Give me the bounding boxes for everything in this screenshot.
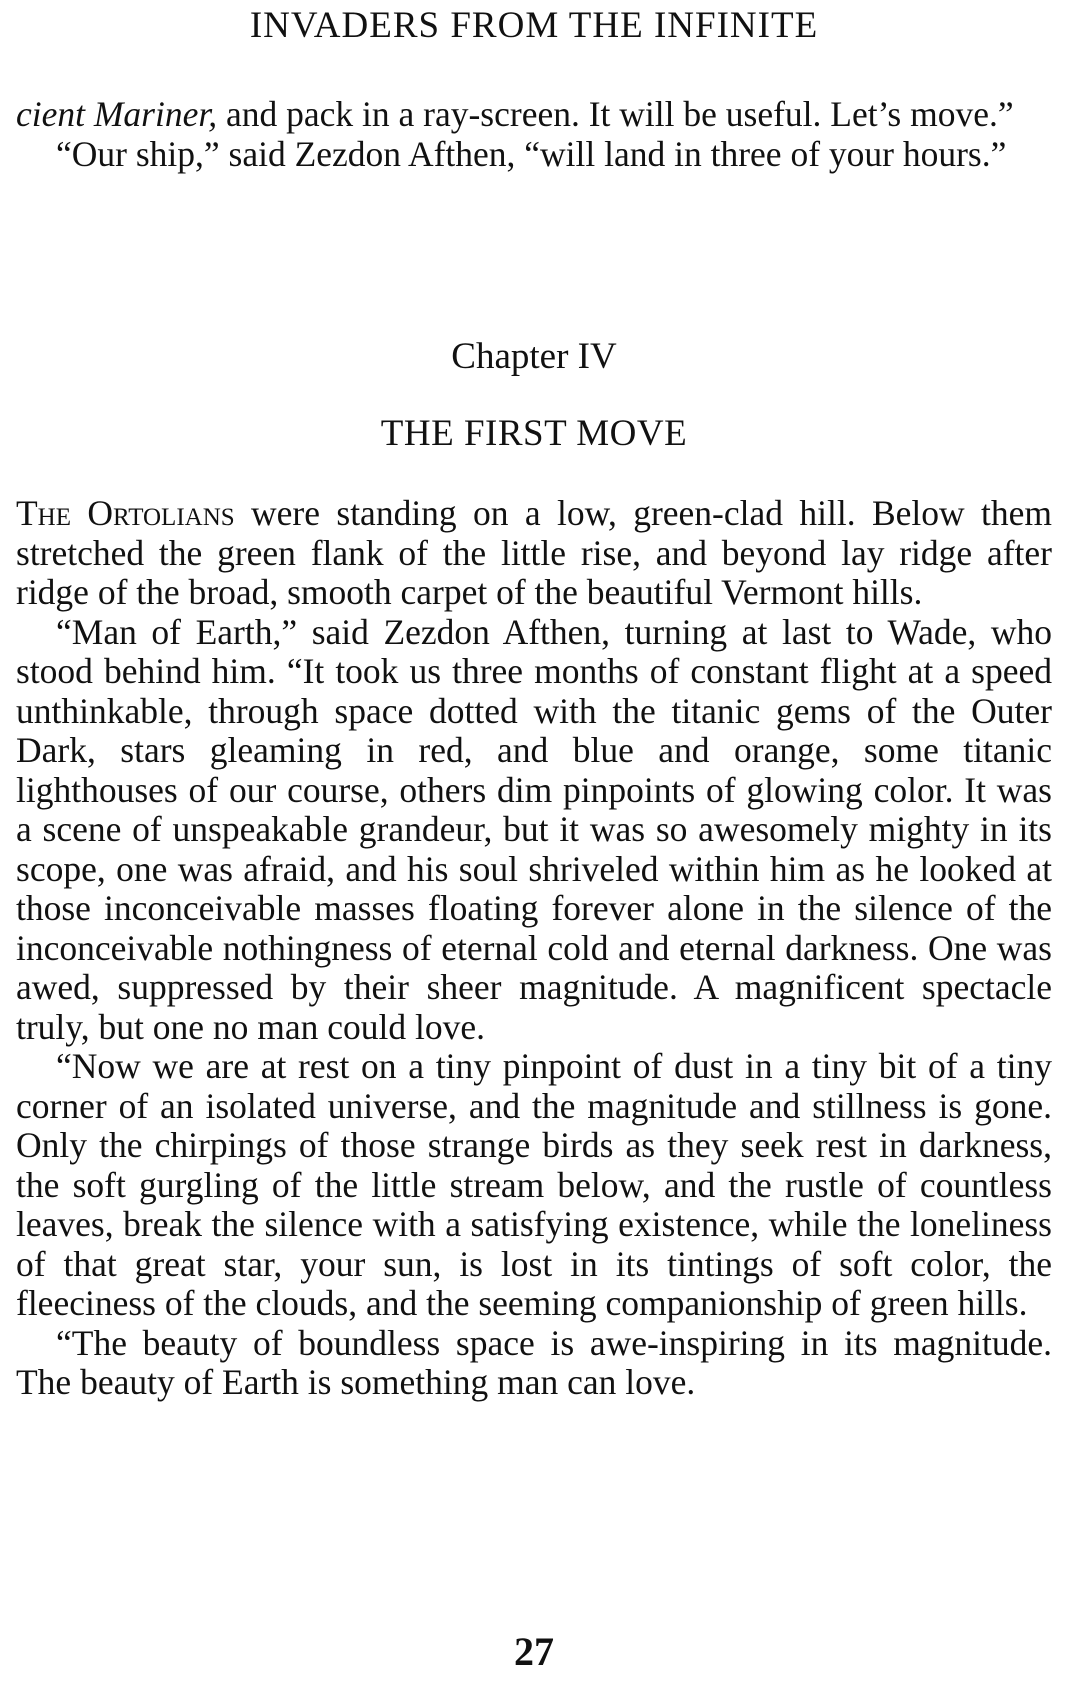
opening-paragraph-2: “Our ship,” said Zezdon Afthen, “will land in three of your hours.”	[56, 133, 1007, 174]
page-number: 27	[514, 1629, 554, 1674]
body-paragraph-1-rest: were standing on a low, green-clad hill. Below them stretched the green flank of the little rise, and beyond lay ridge after ridge of the broad, smooth carpet of the beautiful Vermont hills.	[16, 493, 1052, 612]
chapter-lead-in: The Ortolians	[16, 493, 235, 533]
body-paragraph-4: “The beauty of boundless space is awe-inspiring in its magnitude. The beauty of Earth is something man can love.	[16, 1322, 1052, 1402]
body-paragraph-3: “Now we are at rest on a tiny pinpoint of dust in a tiny bit of a tiny corner of an isolated universe, and the magnitude and stillness is gone. Only the chirpings of those strange birds as they seek rest in darkness, the soft gurgling of the little stream below, and the rustle of countless leaves, break the silence with a satisfying existence, while the loneliness of that great star, your sun, is lost in its tintings of soft color, the fleeciness of the clouds, and the seeming companionship of green hills.	[16, 1046, 1052, 1323]
chapter-title: THE FIRST MOVE	[380, 413, 688, 454]
body-paragraph-2: “Man of Earth,” said Zezdon Afthen, turning at last to Wade, who stood behind him. “It took us three months of constant flight at a speed unthinkable, through space dotted with the titanic gems of the Outer Dark, stars gleaming in red, and blue and orange, some titanic lighthouses of our course, others dim pinpoints of glowing color. It was a scene of unspeakable grandeur, but it was so awesomely mighty in its scope, one was afraid, and his soul shriveled within him as he looked at those inconceivable masses floating forever alone in the silence of the inconceivable nothingness of eternal cold and eternal darkness. One was awed, suppressed by their sheer magnitude. A magnificent spectacle truly, but one no man could love.	[16, 611, 1052, 1047]
chapter-body	[16, 494, 1052, 1403]
ancient-mariner-title: cient Mariner,	[16, 94, 218, 134]
opening-text	[16, 95, 1052, 174]
opening-paragraph-1-rest: and pack in a ray-screen. It will be useful. Let’s move.”	[217, 94, 1014, 134]
running-head: INVADERS FROM THE INFINITE	[249, 5, 819, 46]
body-paragraph-1	[16, 494, 1052, 613]
chapter-number: Chapter IV	[451, 336, 617, 377]
opening-paragraph-1	[16, 95, 1052, 135]
